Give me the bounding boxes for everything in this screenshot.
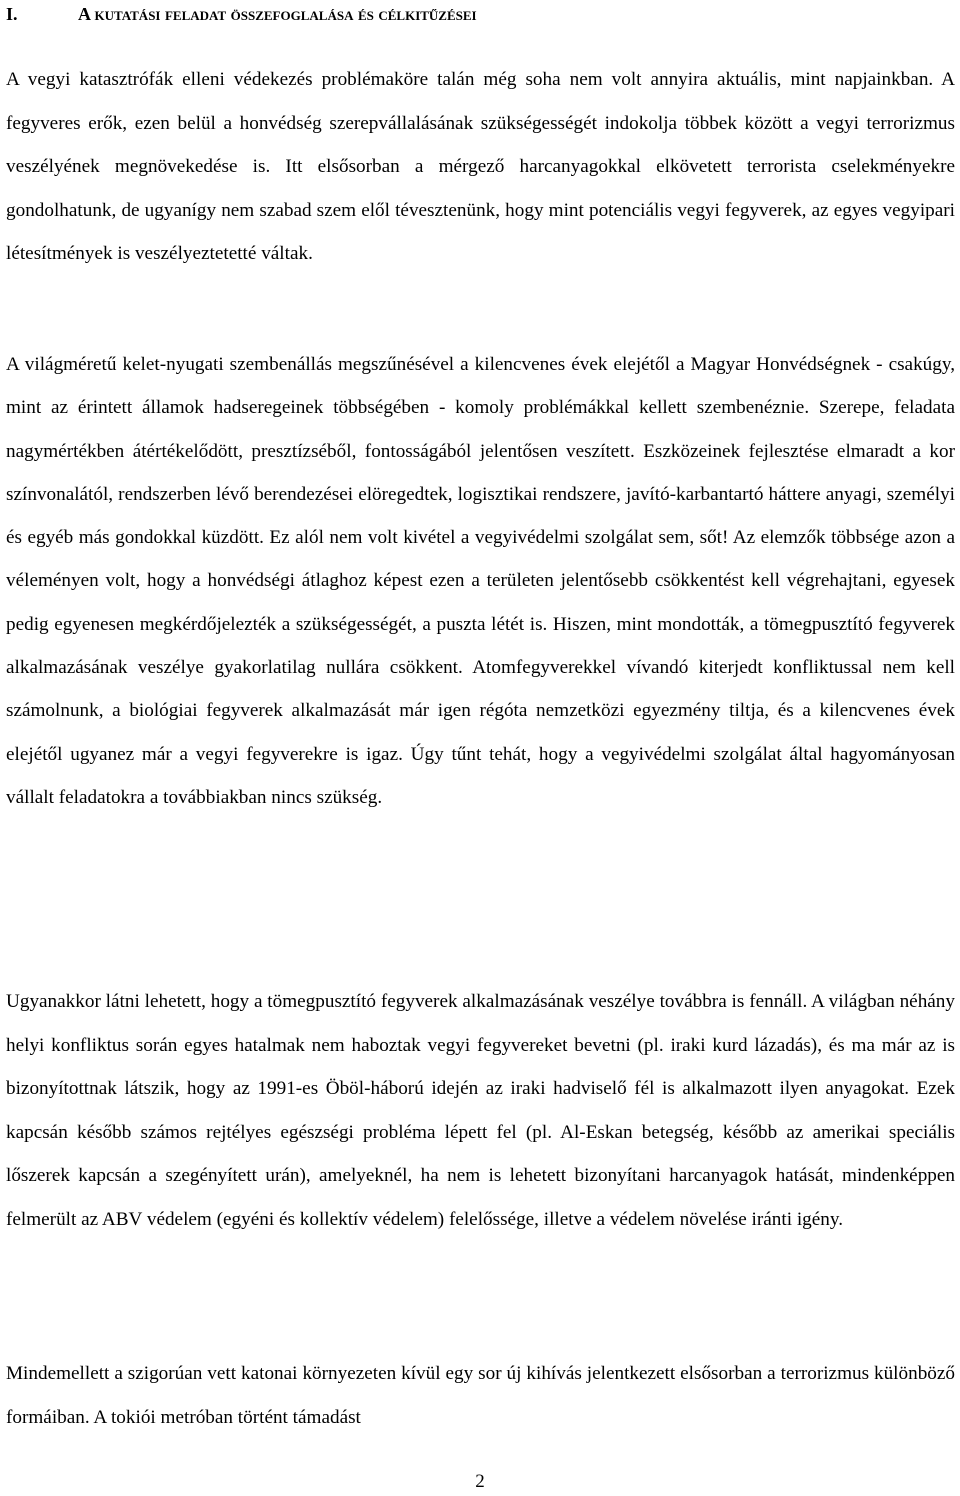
section-heading (6, 2, 956, 26)
page-number: 2 (475, 1471, 485, 1492)
paragraph: Ugyanakkor látni lehetett, hogy a tömegpusztító fegyverek alkalmazásának veszélye továbbra is fennáll. A világban néhány helyi konfliktus során egyes hatalmak nem haboztak vegyi fegyvereket bevetni (pl. iraki kurd lázadás), és ma már az is bizonyítottnak látszik, hogy az 1991-es Öböl-háború idején az iraki hadviselő fél is alkalmazott ilyen anyagokat. Ezek kapcsán később számos rejtélyes egészségi probléma lépett fel (pl. Al-Eskan betegség, később az amerikai speciális lőszerek kapcsán a szegényített urán), amelyeknél, ha nem is lehetett bizonyítani harcanyagok hatását, mindenképpen felmerült az ABV védelem (egyéni és kollektív védelem) felelőssége, illetve a védelem növelése iránti igény. (6, 991, 955, 1230)
section-number: I. (6, 4, 18, 24)
paragraph: A vegyi katasztrófák elleni védekezés problémaköre talán még soha nem volt annyira aktuális, mint napjainkban. A fegyveres erők, ezen belül a honvédség szerepvállalásának szükségességét indokolja többek között a vegyi terrorizmus veszélyének megnövekedése is. Itt elsősorban a mérgező harcanyagokkal elkövetett terrorista cselekményekre gondolhatunk, de ugyanígy nem szabad szem elől tévesztenünk, hogy mint potenciális vegyi fegyverek, az egyes vegyipari létesítmények is veszélyeztetetté váltak. (6, 69, 955, 264)
section-title: A kutatási feladat összefoglalása és célkitűzései (78, 4, 477, 24)
paragraph: A világméretű kelet-nyugati szembenállás megszűnésével a kilencvenes évek elejétől a Magyar Honvédségnek - csakúgy, mint az érintett államok hadseregeinek többségében - komoly problémákkal kellett szembenéznie. Szerepe, feladata nagymértékben átértékelődött, presztízséből, fontosságából jelentősen veszített. Eszközeinek fejlesztése elmaradt a kor színvonalától, rendszerben lévő berendezései elöregedtek, logisztikai rendszere, javító-karbantartó háttere anyagi, személyi és egyéb más gondokkal küzdött. Ez alól nem volt kivétel a vegyivédelmi szolgálat sem, sőt! Az elemzők többsége azon a véleményen volt, hogy a honvédségi átlaghoz képest ezen a területen jelentősebb csökkentést kell végrehajtani, egyesek pedig egyenesen megkérdőjelezték a szükségességét, a puszta létét is. Hiszen, mint mondották, a tömegpusztító fegyverek alkalmazásának veszélye gyakorlatilag nullára csökkent. Atomfegyverekkel vívandó kiterjedt konfliktussal nem kell számolnunk, a biológiai fegyverek alkalmazását már igen régóta nemzetközi egyezmény tiltja, és a kilencvenes évek elejétől ugyanez már a vegyi fegyverekre is igaz. Úgy tűnt tehát, hogy a vegyivédelmi szolgálat által hagyományosan vállalt feladatokra a továbbiakban nincs szükség. (6, 354, 955, 808)
paragraph: Mindemellett a szigorúan vett katonai környezeten kívül egy sor új kihívás jelentkezett elsősorban a terrorizmus különböző formáiban. A tokiói metróban történt támadást (6, 1363, 955, 1428)
